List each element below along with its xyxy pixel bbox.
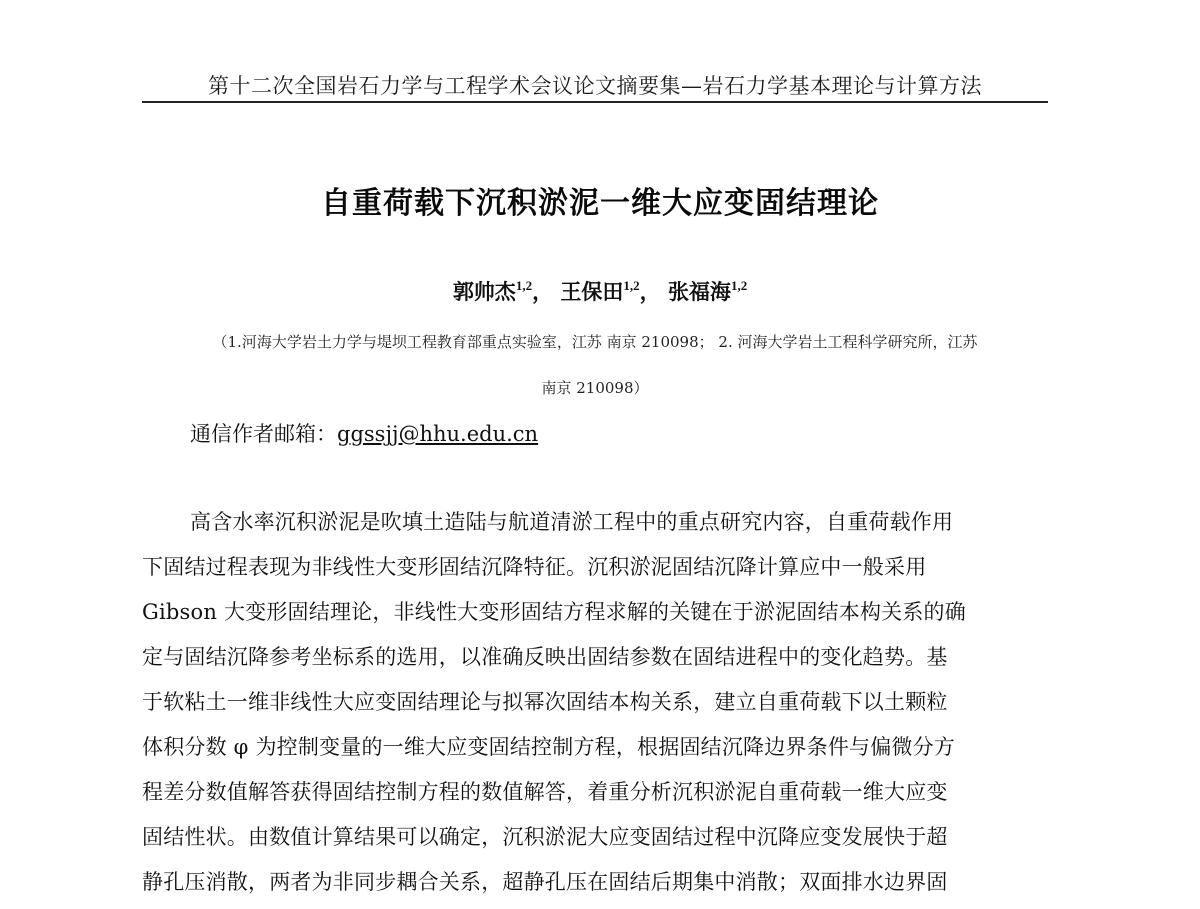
author-separator: ， [639, 280, 661, 304]
abstract-line: 高含水率沉积淤泥是吹填土造陆与航道清淤工程中的重点研究内容，自重荷载作用 [190, 510, 954, 534]
header-rule [142, 101, 1048, 103]
abstract-line: 下固结过程表现为非线性大变形固结沉降特征。沉积淤泥固结沉降计算应中一般采用 [142, 555, 927, 579]
affiliation-line: 南京 210098） [541, 379, 649, 397]
author-name: 王保田 [560, 280, 624, 304]
abstract-line: 定与固结沉降参考坐标系的选用，以准确反映出固结参数在固结进程中的变化趋势。基 [142, 645, 948, 669]
abstract-line: Gibson 大变形固结理论，非线性大变形固结方程求解的关键在于淤泥固结本构关系的确 [142, 600, 966, 624]
corresponding-email [190, 418, 538, 448]
email-link[interactable]: ggssjj@hhu.edu.cn [337, 422, 539, 446]
abstract-body [142, 500, 1048, 905]
abstract-line: 程差分数值解答获得固结控制方程的数值解答，着重分析沉积淤泥自重荷载一维大应变 [142, 780, 948, 804]
abstract-line: 静孔压消散，两者为非同步耦合关系，超静孔压在固结后期集中消散；双面排水边界固 [142, 870, 948, 894]
abstract-line: 固结性状。由数值计算结果可以确定，沉积淤泥大应变固结过程中沉降应变发展快于超 [142, 825, 948, 849]
abstract-line: 于软粘土一维非线性大应变固结理论与拟幂次固结本构关系，建立自重荷载下以土颗粒 [142, 690, 948, 714]
author-separator: ， [532, 280, 554, 304]
paper-title: 自重荷载下沉积淤泥一维大应变固结理论 [321, 186, 879, 221]
running-head: 第十二次全国岩石力学与工程学术会议论文摘要集—岩石力学基本理论与计算方法 [208, 74, 982, 98]
affiliation-line: （1.河海大学岩土力学与堤坝工程教育部重点实验室，江苏 南京 210098； 2. 河海大学岩土工程科学研究所，江苏 [212, 333, 978, 351]
author-affil-mark: 1,2 [730, 278, 748, 293]
author-affil-mark: 1,2 [623, 278, 640, 293]
author-name: 郭帅杰 [452, 280, 516, 304]
author-name: 张福海 [667, 280, 731, 304]
abstract-line: 体积分数 φ 为控制变量的一维大应变固结控制方程，根据固结沉降边界条件与偏微分方 [142, 735, 956, 759]
author-list [0, 276, 1200, 306]
email-label: 通信作者邮箱： [190, 422, 337, 446]
author-affil-mark: 1,2 [515, 278, 533, 293]
